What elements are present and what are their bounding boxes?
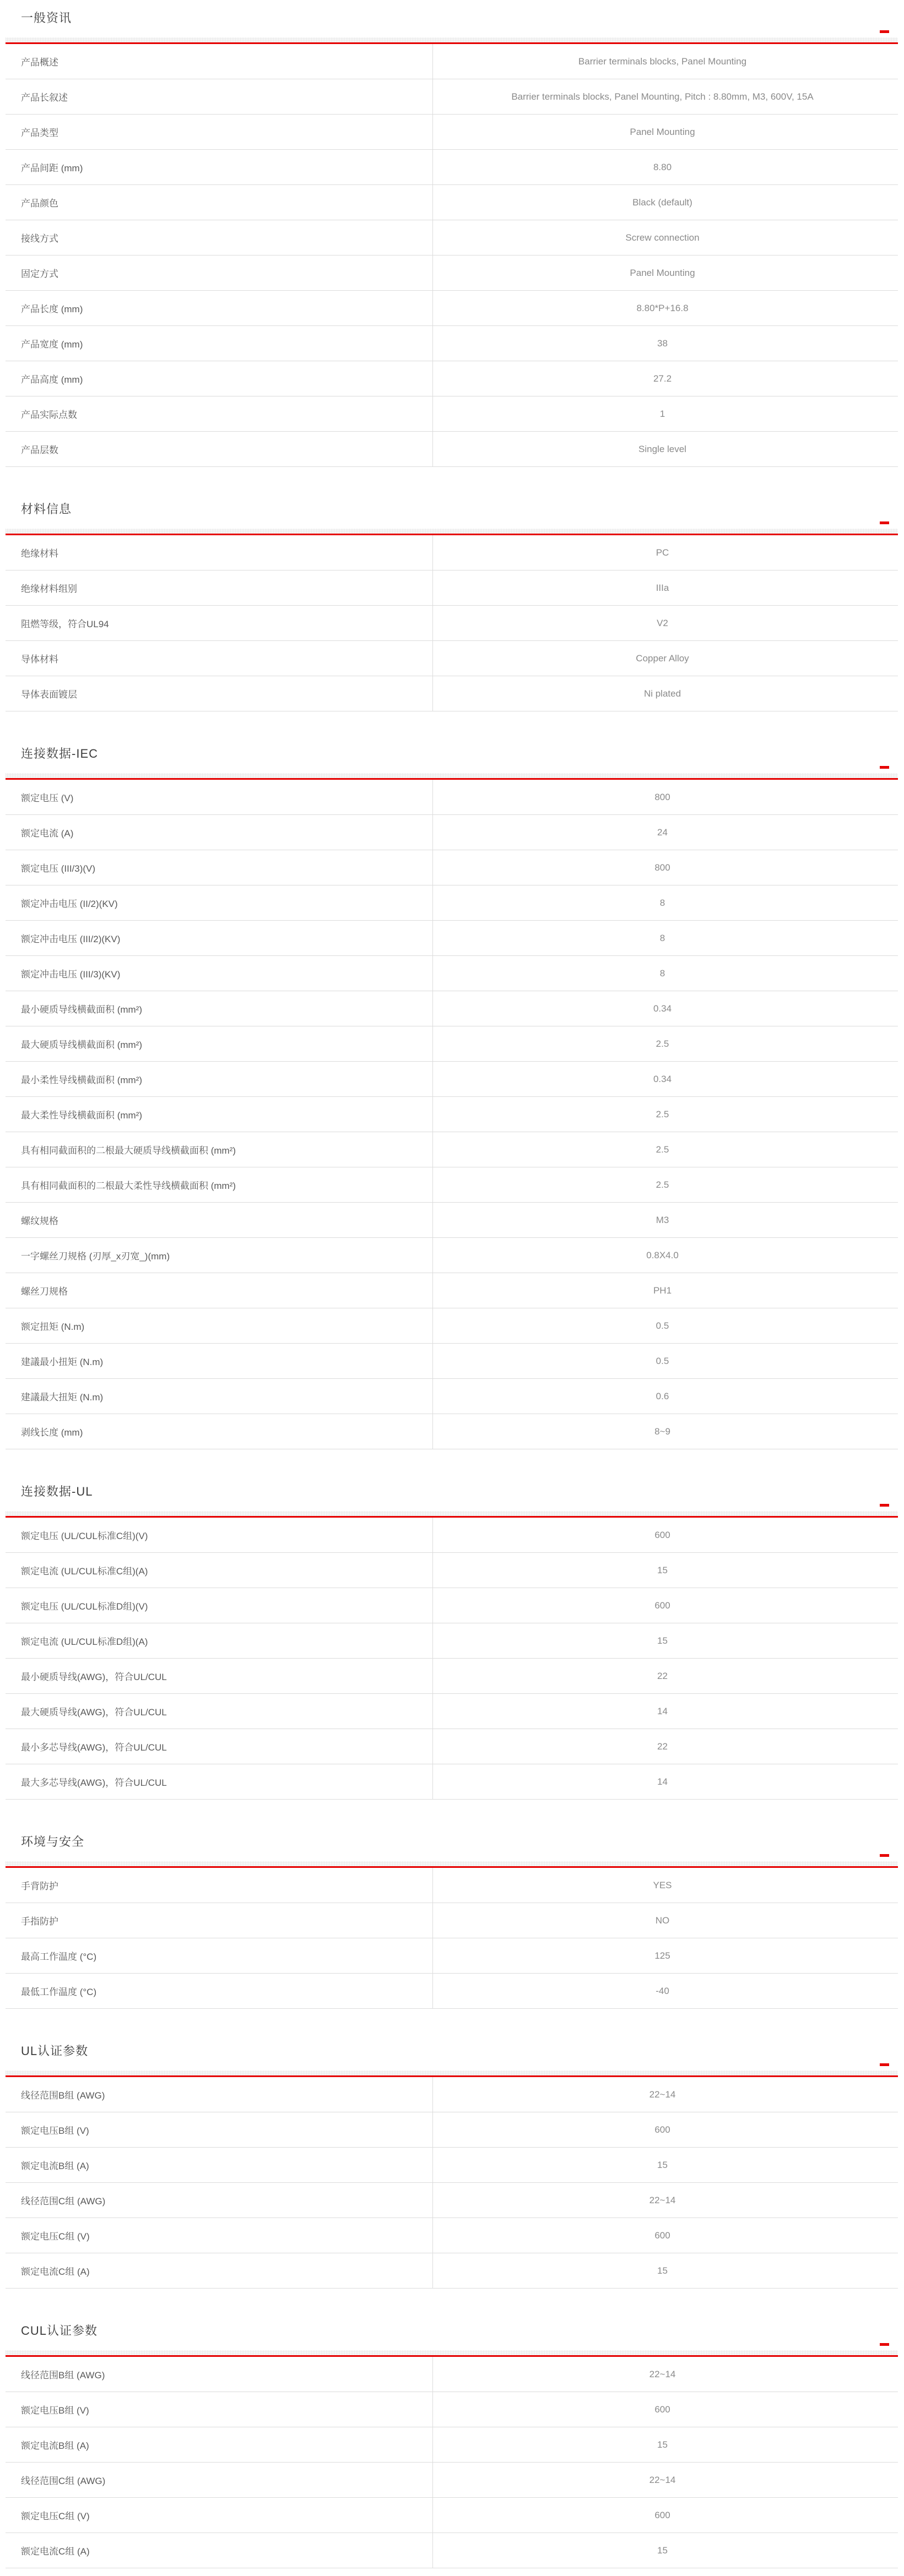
spec-value: 38 [657,338,668,349]
spec-table [6,1518,898,1800]
spec-table [6,535,898,711]
spec-label: 接线方式 [21,233,58,244]
spec-value: 8.80*P+16.8 [636,302,689,313]
section-header [6,2041,898,2070]
spec-value: 8.80 [653,161,672,172]
table-row [6,361,898,396]
spec-label: 额定电流C组 (A) [21,2546,90,2557]
spec-label: 手背防护 [21,1881,58,1892]
table-row [6,256,898,291]
table-row [6,1764,898,1800]
table-row [6,606,898,641]
spec-value: Copper Alloy [636,653,689,664]
spec-value: 0.5 [656,1320,669,1331]
collapse-minus-icon[interactable] [880,521,889,524]
spec-label: 额定电流B组 (A) [21,2441,89,2451]
table-row [6,1344,898,1379]
table-row [6,1414,898,1449]
spec-table [6,2357,898,2568]
spec-label: 最低工作温度 (°C) [21,1987,97,1997]
spec-label: 产品层数 [21,445,58,455]
spec-label: 固定方式 [21,269,58,279]
spec-value: 0.34 [653,1073,672,1084]
spec-label: 额定电流B组 (A) [21,2161,89,2171]
table-row [6,2392,898,2427]
spec-value: 15 [657,2159,668,2170]
spec-value: -40 [656,1985,669,1996]
spec-value: 0.34 [653,1003,672,1014]
spec-page [6,0,898,2576]
spec-label: 产品类型 [21,128,58,138]
spec-value: 27.2 [653,373,672,384]
table-row [6,570,898,606]
spec-value: 22~14 [649,2474,676,2485]
spec-label: 产品间距 (mm) [21,163,83,173]
table-row [6,1273,898,1308]
spec-value: 14 [657,1776,668,1787]
section-header [6,8,898,37]
table-row [6,2498,898,2533]
spec-label: 额定电流 (UL/CUL标准C组)(A) [21,1566,148,1577]
spec-label: 绝缘材料组别 [21,584,77,594]
spec-value: NO [655,1915,670,1926]
spec-value: 125 [654,1950,670,1961]
table-row [6,1868,898,1903]
dotted-strip [6,773,898,778]
table-row [6,150,898,185]
spec-label: 额定电压 (UL/CUL标准D组)(V) [21,1601,148,1612]
spec-value: 2.5 [656,1144,669,1155]
table-row [6,1903,898,1938]
spec-section [6,2320,898,2568]
spec-value: Single level [638,443,686,454]
section-title: CUL认证参数 [21,2324,98,2338]
spec-label: 额定扭矩 (N.m) [21,1322,85,1332]
table-row [6,185,898,220]
spec-label: 建議最大扭矩 (N.m) [21,1392,104,1403]
spec-label: 线径范围C组 (AWG) [21,2196,106,2207]
table-row [6,2183,898,2218]
collapse-minus-icon[interactable] [880,2063,889,2066]
spec-value: Barrier terminals blocks, Panel Mounting, Pitch : 8.80mm, M3, 600V, 15A [511,91,814,102]
spec-table [6,44,898,467]
spec-value: 22~14 [649,2194,676,2205]
table-row [6,921,898,956]
spec-label: 一字螺丝刀规格 (刃厚_x刃宽_)(mm) [21,1251,170,1262]
collapse-minus-icon[interactable] [880,30,889,33]
spec-value: Screw connection [625,232,700,243]
section-title: 材料信息 [21,502,72,516]
spec-label: 额定电压 (V) [21,793,74,803]
spec-value: 8 [659,932,665,943]
spec-value: 0.5 [656,1355,669,1366]
spec-label: 最小硬质导线(AWG)，符合UL/CUL [21,1672,167,1682]
spec-label: 最小多芯导线(AWG)，符合UL/CUL [21,1742,167,1753]
table-row [6,991,898,1026]
spec-value: 2.5 [656,1108,669,1119]
spec-label: 产品高度 (mm) [21,374,83,385]
table-row [6,1729,898,1764]
spec-label: 产品概述 [21,57,58,68]
table-row [6,1203,898,1238]
spec-label: 最高工作温度 (°C) [21,1952,97,1962]
spec-label: 最大硬质导线(AWG)，符合UL/CUL [21,1707,167,1718]
spec-label: 产品宽度 (mm) [21,339,83,350]
table-row [6,1659,898,1694]
spec-label: 产品长叙述 [21,93,68,103]
spec-value: 800 [654,862,670,873]
spec-value: 800 [654,791,670,802]
section-title: 环境与安全 [21,1835,85,1849]
section-title: 连接数据-IEC [21,747,99,760]
spec-label: 螺纹规格 [21,1216,58,1226]
section-header [6,1832,898,1861]
spec-value: PC [656,547,669,558]
table-row [6,641,898,676]
spec-label: 最大柔性导线横截面积 (mm²) [21,1110,143,1121]
spec-value: 22~14 [649,2368,676,2379]
table-row [6,956,898,991]
spec-value: 24 [657,827,668,838]
table-row [6,850,898,885]
spec-label: 额定电流C组 (A) [21,2267,90,2277]
spec-value: 22~14 [649,2089,676,2100]
dotted-strip [6,2350,898,2355]
spec-value: 15 [657,2439,668,2450]
table-row [6,780,898,815]
spec-section [6,2041,898,2289]
spec-value: 15 [657,2545,668,2556]
table-row [6,1623,898,1659]
table-row [6,1938,898,1974]
spec-label: 导体表面镀层 [21,689,77,700]
spec-label: 最大硬质导线横截面积 (mm²) [21,1040,143,1050]
spec-value: Black (default) [632,197,692,208]
spec-label: 导体材料 [21,654,58,665]
spec-table [6,780,898,1449]
spec-value: 0.6 [656,1390,669,1401]
section-header [6,2320,898,2350]
spec-value: 600 [654,1529,670,1540]
table-row [6,326,898,361]
spec-label: 额定电压B组 (V) [21,2405,89,2416]
spec-label: 线径范围B组 (AWG) [21,2090,105,2101]
spec-value: PH1 [653,1285,672,1296]
table-row [6,1062,898,1097]
table-row [6,2357,898,2392]
collapse-minus-icon[interactable] [880,766,889,769]
table-row [6,2218,898,2253]
spec-value: 2.5 [656,1038,669,1049]
table-row [6,1026,898,1062]
section-header [6,743,898,773]
spec-value: Panel Mounting [630,126,695,137]
spec-label: 建議最小扭矩 (N.m) [21,1357,104,1367]
spec-value: 1 [659,408,665,419]
spec-label: 额定冲击电压 (III/3)(KV) [21,969,121,980]
spec-value: M3 [656,1214,669,1225]
table-row [6,396,898,432]
table-row [6,676,898,711]
dotted-strip [6,1511,898,1516]
spec-value: 2.5 [656,1179,669,1190]
spec-label: 最小柔性导线横截面积 (mm²) [21,1075,143,1085]
spec-label: 产品长度 (mm) [21,304,83,314]
spec-value: 600 [654,2230,670,2241]
spec-label: 线径范围B组 (AWG) [21,2370,105,2381]
table-row [6,1379,898,1414]
spec-value: 600 [654,1600,670,1611]
table-row [6,2533,898,2568]
spec-label: 剥线长度 (mm) [21,1427,83,1438]
spec-table [6,2077,898,2289]
spec-section [6,499,898,711]
table-row [6,1097,898,1132]
dotted-strip [6,1861,898,1866]
spec-label: 额定电压 (UL/CUL标准C组)(V) [21,1531,148,1541]
spec-label: 额定电流 (UL/CUL标准D组)(A) [21,1637,148,1647]
table-row [6,44,898,79]
table-row [6,79,898,115]
table-row [6,1167,898,1203]
dotted-strip [6,37,898,42]
table-row [6,2148,898,2183]
collapse-minus-icon[interactable] [880,1504,889,1507]
spec-label: 额定冲击电压 (II/2)(KV) [21,899,118,909]
spec-value: 14 [657,1705,668,1716]
spec-section [6,1832,898,2009]
table-row [6,291,898,326]
spec-label: 阻燃等级，符合UL94 [21,619,109,629]
section-title: 一般资讯 [21,11,72,25]
spec-section [6,1481,898,1800]
table-row [6,2427,898,2463]
spec-label: 最小硬质导线横截面积 (mm²) [21,1004,143,1015]
spec-label: 螺丝刀规格 [21,1286,68,1297]
spec-label: 产品颜色 [21,198,58,209]
spec-section [6,8,898,467]
table-row [6,1518,898,1553]
collapse-minus-icon[interactable] [880,2343,889,2346]
spec-label: 最大多芯导线(AWG)，符合UL/CUL [21,1778,167,1788]
spec-value: 0.8X4.0 [646,1249,679,1260]
spec-value: 15 [657,2265,668,2276]
spec-value: 22 [657,1741,668,1752]
spec-section [6,743,898,1449]
spec-value: 600 [654,2404,670,2415]
spec-label: 额定电压B组 (V) [21,2126,89,2136]
spec-value: YES [653,1879,672,1890]
spec-label: 具有相同截面积的二根最大硬质导线横截面积 (mm²) [21,1145,236,1156]
table-row [6,1308,898,1344]
collapse-minus-icon[interactable] [880,1854,889,1857]
spec-label: 手指防护 [21,1916,58,1927]
spec-value: 22 [657,1670,668,1681]
table-row [6,535,898,570]
spec-value: 600 [654,2509,670,2520]
table-row [6,1553,898,1588]
spec-value: 15 [657,1564,668,1575]
dotted-strip [6,2070,898,2075]
table-row [6,220,898,256]
spec-label: 产品实际点数 [21,410,77,420]
spec-value: 600 [654,2124,670,2135]
table-row [6,1238,898,1273]
dotted-strip [6,529,898,534]
spec-value: 8~9 [654,1426,670,1437]
table-row [6,2463,898,2498]
spec-label: 额定电压 (III/3)(V) [21,863,96,874]
table-row [6,815,898,850]
spec-label: 额定电压C组 (V) [21,2511,90,2521]
table-row [6,1132,898,1167]
table-row [6,2253,898,2289]
spec-label: 额定冲击电压 (III/2)(KV) [21,934,121,944]
spec-value: Ni plated [643,688,681,699]
spec-table [6,1868,898,2009]
spec-value: 15 [657,1635,668,1646]
section-title: 连接数据-UL [21,1485,93,1498]
spec-value: 8 [659,968,665,979]
spec-label: 额定电压C组 (V) [21,2231,90,2242]
table-row [6,1974,898,2009]
section-header [6,499,898,529]
section-title: UL认证参数 [21,2044,89,2058]
spec-value: V2 [657,617,668,628]
spec-label: 具有相同截面积的二根最大柔性导线横截面积 (mm²) [21,1181,236,1191]
spec-label: 绝缘材料 [21,548,58,559]
table-row [6,885,898,921]
table-row [6,432,898,467]
spec-label: 线径范围C组 (AWG) [21,2476,106,2486]
table-row [6,2112,898,2148]
spec-value: Barrier terminals blocks, Panel Mounting [578,56,747,67]
spec-value: Panel Mounting [630,267,695,278]
table-row [6,1588,898,1623]
table-row [6,1694,898,1729]
table-row [6,2077,898,2112]
table-row [6,115,898,150]
spec-value: IIIa [656,582,669,593]
section-header [6,1481,898,1511]
spec-value: 8 [659,897,665,908]
spec-label: 额定电流 (A) [21,828,74,839]
